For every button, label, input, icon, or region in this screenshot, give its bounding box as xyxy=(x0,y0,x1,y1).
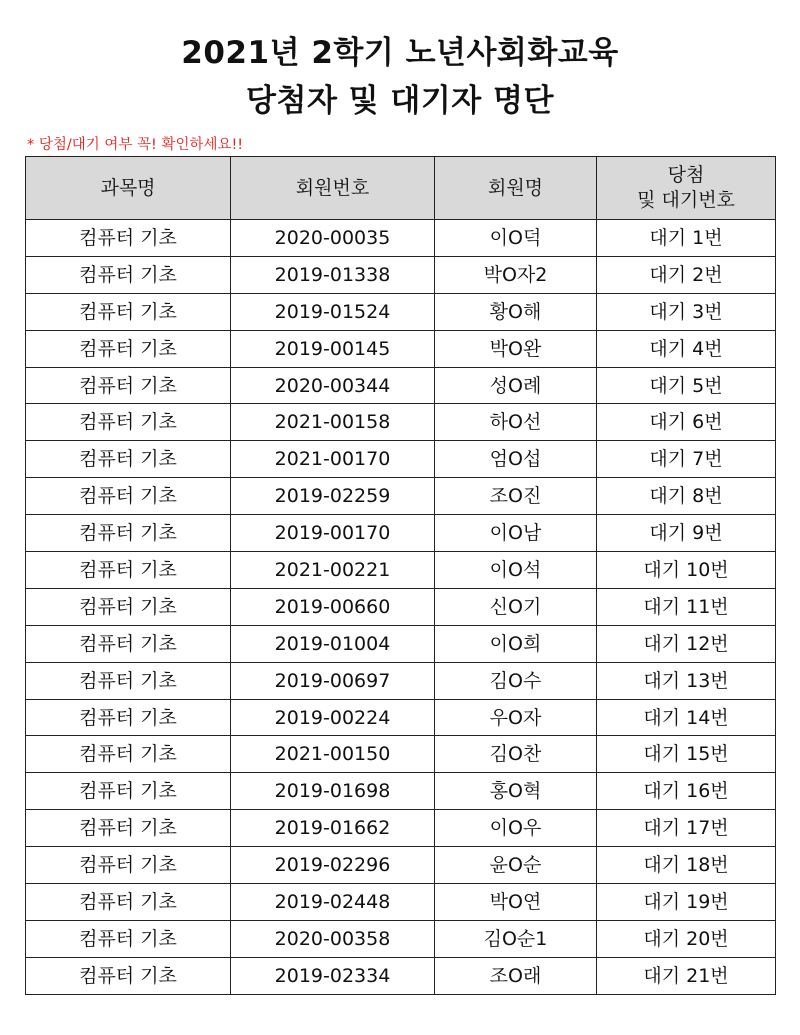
cell-member-no: 2019-01524 xyxy=(231,293,435,330)
cell-member-name: 김O수 xyxy=(435,662,597,699)
cell-status: 대기 8번 xyxy=(597,478,776,515)
cell-course: 컴퓨터 기초 xyxy=(26,773,231,810)
cell-member-no: 2019-02259 xyxy=(231,478,435,515)
cell-member-name: 박O완 xyxy=(435,330,597,367)
cell-course: 컴퓨터 기초 xyxy=(26,588,231,625)
cell-member-name: 이O남 xyxy=(435,515,597,552)
header-status-line2: 및 대기번호 xyxy=(637,189,735,211)
cell-status: 대기 12번 xyxy=(597,625,776,662)
cell-status: 대기 1번 xyxy=(597,220,776,257)
cell-member-no: 2019-01698 xyxy=(231,773,435,810)
header-course: 과목명 xyxy=(26,157,231,220)
cell-member-name: 이O덕 xyxy=(435,220,597,257)
roster-table xyxy=(25,156,776,995)
cell-member-name: 엄O섭 xyxy=(435,441,597,478)
cell-member-name: 조O래 xyxy=(435,957,597,994)
cell-status: 대기 16번 xyxy=(597,773,776,810)
cell-member-name: 윤O순 xyxy=(435,847,597,884)
cell-course: 컴퓨터 기초 xyxy=(26,884,231,921)
table-row xyxy=(26,515,776,552)
table-row xyxy=(26,220,776,257)
cell-member-no: 2019-00170 xyxy=(231,515,435,552)
cell-course: 컴퓨터 기초 xyxy=(26,441,231,478)
header-status-line1: 당첨 xyxy=(667,164,705,186)
cell-status: 대기 5번 xyxy=(597,367,776,404)
cell-member-no: 2020-00358 xyxy=(231,920,435,957)
cell-member-name: 홍O혁 xyxy=(435,773,597,810)
table-row xyxy=(26,367,776,404)
cell-course: 컴퓨터 기초 xyxy=(26,957,231,994)
cell-course: 컴퓨터 기초 xyxy=(26,293,231,330)
cell-member-no: 2019-00145 xyxy=(231,330,435,367)
cell-member-no: 2019-02334 xyxy=(231,957,435,994)
cell-status: 대기 11번 xyxy=(597,588,776,625)
cell-member-no: 2019-02448 xyxy=(231,884,435,921)
cell-member-name: 이O희 xyxy=(435,625,597,662)
table-row xyxy=(26,404,776,441)
cell-member-name: 우O자 xyxy=(435,699,597,736)
cell-course: 컴퓨터 기초 xyxy=(26,736,231,773)
cell-member-name: 김O순1 xyxy=(435,920,597,957)
cell-member-name: 조O진 xyxy=(435,478,597,515)
table-row xyxy=(26,441,776,478)
cell-status: 대기 7번 xyxy=(597,441,776,478)
table-header-row xyxy=(26,157,776,220)
cell-status: 대기 4번 xyxy=(597,330,776,367)
cell-course: 컴퓨터 기초 xyxy=(26,478,231,515)
cell-member-no: 2019-01662 xyxy=(231,810,435,847)
cell-member-no: 2019-00660 xyxy=(231,588,435,625)
table-row xyxy=(26,552,776,589)
table-row xyxy=(26,662,776,699)
table-row xyxy=(26,588,776,625)
cell-status: 대기 3번 xyxy=(597,293,776,330)
notice-text: * 당첨/대기 여부 꼭! 확인하세요!! xyxy=(27,137,244,153)
cell-status: 대기 20번 xyxy=(597,920,776,957)
table-row xyxy=(26,884,776,921)
cell-status: 대기 14번 xyxy=(597,699,776,736)
table-row xyxy=(26,330,776,367)
cell-member-name: 이O우 xyxy=(435,810,597,847)
table-row xyxy=(26,736,776,773)
cell-member-no: 2019-00224 xyxy=(231,699,435,736)
cell-course: 컴퓨터 기초 xyxy=(26,920,231,957)
cell-status: 대기 15번 xyxy=(597,736,776,773)
cell-member-no: 2019-02296 xyxy=(231,847,435,884)
cell-course: 컴퓨터 기초 xyxy=(26,515,231,552)
table-row xyxy=(26,773,776,810)
table-row xyxy=(26,478,776,515)
document-subtitle: 당첨자 및 대기자 명단 xyxy=(246,83,554,119)
cell-course: 컴퓨터 기초 xyxy=(26,662,231,699)
cell-status: 대기 6번 xyxy=(597,404,776,441)
cell-status: 대기 9번 xyxy=(597,515,776,552)
table-row xyxy=(26,957,776,994)
cell-member-name: 김O찬 xyxy=(435,736,597,773)
cell-member-no: 2019-00697 xyxy=(231,662,435,699)
cell-status: 대기 10번 xyxy=(597,552,776,589)
table-body xyxy=(26,220,776,995)
cell-course: 컴퓨터 기초 xyxy=(26,552,231,589)
document-title: 2021년 2학기 노년사회화교육 xyxy=(181,35,619,71)
cell-member-name: 이O석 xyxy=(435,552,597,589)
cell-member-no: 2019-01004 xyxy=(231,625,435,662)
cell-member-no: 2021-00221 xyxy=(231,552,435,589)
cell-status: 대기 17번 xyxy=(597,810,776,847)
cell-member-no: 2020-00035 xyxy=(231,220,435,257)
table-row xyxy=(26,847,776,884)
cell-status: 대기 19번 xyxy=(597,884,776,921)
cell-status: 대기 13번 xyxy=(597,662,776,699)
cell-member-name: 황O해 xyxy=(435,293,597,330)
cell-member-name: 박O자2 xyxy=(435,256,597,293)
cell-member-no: 2021-00150 xyxy=(231,736,435,773)
table-row xyxy=(26,699,776,736)
table-row xyxy=(26,293,776,330)
table-row xyxy=(26,625,776,662)
cell-course: 컴퓨터 기초 xyxy=(26,404,231,441)
cell-member-no: 2021-00158 xyxy=(231,404,435,441)
cell-course: 컴퓨터 기초 xyxy=(26,330,231,367)
cell-member-name: 하O선 xyxy=(435,404,597,441)
cell-course: 컴퓨터 기초 xyxy=(26,810,231,847)
cell-member-no: 2019-01338 xyxy=(231,256,435,293)
header-status xyxy=(597,157,776,220)
cell-course: 컴퓨터 기초 xyxy=(26,367,231,404)
table-row xyxy=(26,920,776,957)
header-member-name: 회원명 xyxy=(435,157,597,220)
cell-member-name: 성O례 xyxy=(435,367,597,404)
cell-member-no: 2020-00344 xyxy=(231,367,435,404)
table-row xyxy=(26,256,776,293)
cell-status: 대기 21번 xyxy=(597,957,776,994)
cell-course: 컴퓨터 기초 xyxy=(26,256,231,293)
cell-member-name: 신O기 xyxy=(435,588,597,625)
header-member-no: 회원번호 xyxy=(231,157,435,220)
cell-member-no: 2021-00170 xyxy=(231,441,435,478)
cell-course: 컴퓨터 기초 xyxy=(26,625,231,662)
cell-member-name: 박O연 xyxy=(435,884,597,921)
cell-course: 컴퓨터 기초 xyxy=(26,699,231,736)
cell-course: 컴퓨터 기초 xyxy=(26,847,231,884)
table-row xyxy=(26,810,776,847)
cell-status: 대기 18번 xyxy=(597,847,776,884)
cell-course: 컴퓨터 기초 xyxy=(26,220,231,257)
cell-status: 대기 2번 xyxy=(597,256,776,293)
